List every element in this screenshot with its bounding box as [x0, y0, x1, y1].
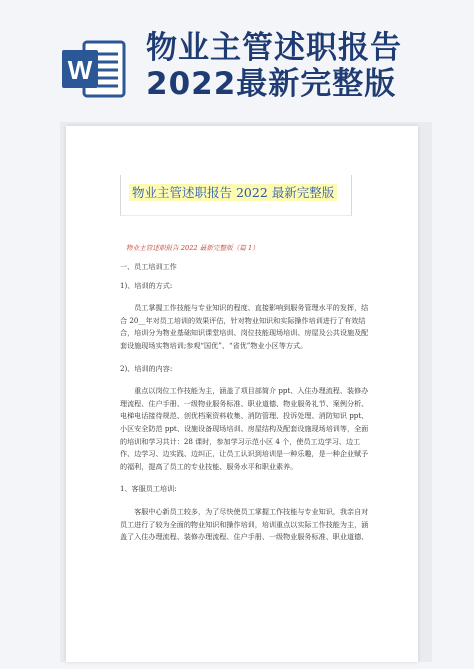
body-paragraph: 员工掌握工作技能与专业知识的程度、直接影响到服务管理水平的发挥，结合 20__年对员工培训的效果评估，针对物业知识和实际操作培训进行了有效结合，培训分为物业基础知识课堂培训、岗位技能现场培训、房屋及公共设施及配套设施现场实物培训;参观“国优”、“省优”物业小区等方式。 — [120, 303, 369, 350]
word-icon-letter: W — [67, 55, 93, 85]
banner-title-line1: 物业主管述职报告 — [146, 30, 402, 66]
word-document-icon — [62, 40, 126, 98]
body-paragraph: 重点以岗位工作技能为主，涵盖了项目部简介 ppt、入住办理流程、装修办理流程、住户手册、一级物业服务标准、职业道德、物业服务礼节、案例分析、电梯电话接待规范、创优档案资料收集、消防管理、投诉处理、消防知识 ppt、小区安全防范 ppt、设施设备现场培训、房屋结构及配套设施现场培训等，全面的培训和学习共计：28 课时，参加学习示范小区 4 个，使员工边学习、边工作、边学习、边实践、边纠正，让员工认识到培训是一种乐趣，是一种企业赋予的福利，提高了员工的专业技能、服务水平和职业素养。 — [120, 386, 369, 471]
title-box — [120, 175, 352, 216]
document-body — [120, 261, 370, 544]
banner-title — [146, 30, 402, 102]
section-heading: 一、员工培训工作 — [120, 262, 177, 271]
subsection-heading: 2)、培训的内容: — [120, 363, 173, 373]
body-paragraph: 客服中心新员工较多，为了尽快使员工掌握工作技能与专业知识，我亲自对员工进行了较为全面的物业知识和操作培训，培训重点以实际工作技能为主，涵盖了入住办理流程、装修办理流程、住户手册、一级物业服务标准、职业道德、 — [120, 506, 369, 542]
document-subtitle: 物业主管述职报告 2022 最新完整版（篇 1） — [126, 244, 259, 252]
banner-title-line2: 2022最新完整版 — [146, 66, 397, 102]
subsection-heading: 1、客服员工培训: — [120, 484, 177, 494]
cover-banner — [0, 0, 474, 122]
document-page — [66, 126, 418, 662]
document-title: 物业主管述职报告 2022 最新完整版 — [129, 184, 337, 201]
subsection-heading: 1)、培训的方式: — [120, 280, 173, 290]
